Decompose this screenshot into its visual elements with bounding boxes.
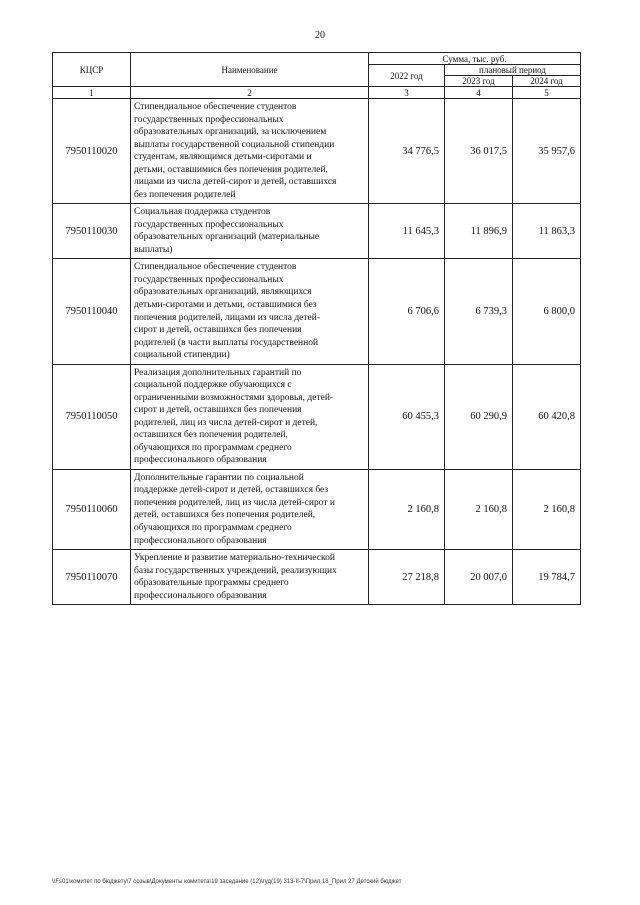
row-name-line: социальной поддержке обучающихся с	[134, 380, 292, 391]
row-name-line: Социальная поддержка студентов	[134, 207, 271, 218]
row-name-line: государственных профессиональных	[134, 114, 284, 125]
row-name-line: государственных профессиональных	[134, 219, 284, 230]
row-name-line: родителей (в части выплаты государственной	[134, 337, 319, 348]
row-name-line: Дополнительные гарантии по социальной	[134, 472, 304, 483]
row-name	[131, 469, 369, 549]
row-name-line: сирот и детей, оставшихся без попечения	[134, 405, 302, 416]
row-name-line: лицами из числа детей-сирот и детей, оставшихся	[134, 177, 337, 188]
row-name-line: без попечения родителей	[134, 189, 236, 200]
value-2022: 2 160,8	[369, 469, 445, 549]
value-2024: 2 160,8	[513, 469, 581, 549]
column-number: 4	[445, 87, 513, 99]
row-code: 7950110050	[53, 364, 131, 469]
row-name-line: образовательные программы среднего	[134, 578, 289, 589]
row-name	[131, 259, 369, 364]
value-2024: 35 957,6	[513, 99, 581, 204]
header-year-2023: 2023 год	[445, 76, 513, 87]
table-row	[53, 469, 581, 549]
header-year-2024: 2024 год	[513, 76, 581, 87]
table-row	[53, 99, 581, 204]
value-2022: 34 776,5	[369, 99, 445, 204]
column-number: 1	[53, 87, 131, 99]
row-name-line: выплаты)	[134, 244, 173, 255]
row-name-line: ограниченными возможностями здоровья, детей-	[134, 392, 334, 403]
column-number: 2	[131, 87, 369, 99]
row-name-line: детьми, оставшимися без попечения родителей,	[134, 164, 328, 175]
value-2023: 60 290,9	[445, 364, 513, 469]
value-2022: 6 706,6	[369, 259, 445, 364]
row-name-line: сирот и детей, оставшихся без попечения	[134, 325, 302, 336]
row-name-line: профессионального образования	[134, 535, 267, 546]
row-name-line: родителей, лиц из числа детей-сирот и детей,	[134, 417, 318, 428]
header-year-2022: 2022 год	[369, 65, 445, 87]
row-code: 7950110030	[53, 204, 131, 259]
value-2022: 27 218,8	[369, 550, 445, 605]
value-2023: 36 017,5	[445, 99, 513, 204]
value-2024: 11 863,3	[513, 204, 581, 259]
row-name-line: профессионального образования	[134, 455, 267, 466]
value-2023: 20 007,0	[445, 550, 513, 605]
row-name-line: образовательных организаций, за исключением	[134, 127, 327, 138]
row-name-line: профессионального образования	[134, 590, 267, 601]
table-row	[53, 259, 581, 364]
value-2023: 11 896,9	[445, 204, 513, 259]
value-2022: 11 645,3	[369, 204, 445, 259]
value-2023: 2 160,8	[445, 469, 513, 549]
row-name	[131, 550, 369, 605]
row-name-line: Стипендиальное обеспечение студентов	[134, 262, 297, 273]
row-name-line: попечения родителей, лицами из числа детей-	[134, 312, 320, 323]
row-name	[131, 364, 369, 469]
row-name-line: попечения родителей, лиц из числа детей-сирот и	[134, 497, 335, 508]
header-name: Наименование	[131, 53, 369, 87]
budget-table-body	[53, 99, 581, 605]
table-row	[53, 550, 581, 605]
row-name-line: государственных профессиональных	[134, 274, 284, 285]
row-name	[131, 204, 369, 259]
row-name-line: выплаты государственной социальной стипендии	[134, 139, 335, 150]
value-2022: 60 455,3	[369, 364, 445, 469]
row-name-line: образовательных организаций, являющихся	[134, 287, 312, 298]
header-sum: Сумма, тыс. руб.	[369, 53, 581, 65]
value-2024: 19 784,7	[513, 550, 581, 605]
column-number: 5	[513, 87, 581, 99]
row-name-line: детьми-сиротами и детьми, оставшимися без	[134, 299, 317, 310]
table-row	[53, 204, 581, 259]
column-number: 3	[369, 87, 445, 99]
row-name-line: обучающихся по программам среднего	[134, 442, 292, 453]
file-path-footer: \\Fs01\комитет по бюджету\7 созыв\Документы комитета\19 заседание (12)\гуд(19) 313-II-7\Прил 18_Прил 27 Детский бюджет	[52, 879, 402, 885]
row-name-line: детей, оставшихся без попечения родителей,	[134, 510, 316, 521]
row-code: 7950110020	[53, 99, 131, 204]
row-name-line: Стипендиальное обеспечение студентов	[134, 102, 297, 112]
row-code: 7950110040	[53, 259, 131, 364]
value-2024: 60 420,8	[513, 364, 581, 469]
row-name-line: Укрепление и развитие материально-технической	[134, 553, 335, 564]
row-name-line: обучающихся по программам среднего	[134, 523, 292, 533]
row-name-line: поддержке детей-сирот и детей, оставшихся без	[134, 485, 329, 496]
budget-table	[52, 52, 581, 605]
row-name-line: студентам, являющимся детьми-сиротами и	[134, 152, 312, 163]
row-name	[131, 99, 369, 204]
value-2023: 6 739,3	[445, 259, 513, 364]
row-name-line: социальной стипендии)	[134, 350, 230, 361]
row-name-line: Реализация дополнительных гарантий по	[134, 367, 302, 378]
value-2024: 6 800,0	[513, 259, 581, 364]
row-code: 7950110060	[53, 469, 131, 549]
header-plan-period: плановый период	[445, 65, 581, 76]
row-name-line: базы государственных учреждений, реализующих	[134, 565, 337, 576]
page-number: 20	[315, 30, 325, 41]
table-row	[53, 364, 581, 469]
column-number-row	[53, 87, 581, 99]
header-code: КЦСР	[53, 53, 131, 87]
row-name-line: оставшихся без попечения родителей,	[134, 430, 288, 441]
row-name-line: образовательных организаций (материальные	[134, 232, 320, 243]
row-code: 7950110070	[53, 550, 131, 605]
